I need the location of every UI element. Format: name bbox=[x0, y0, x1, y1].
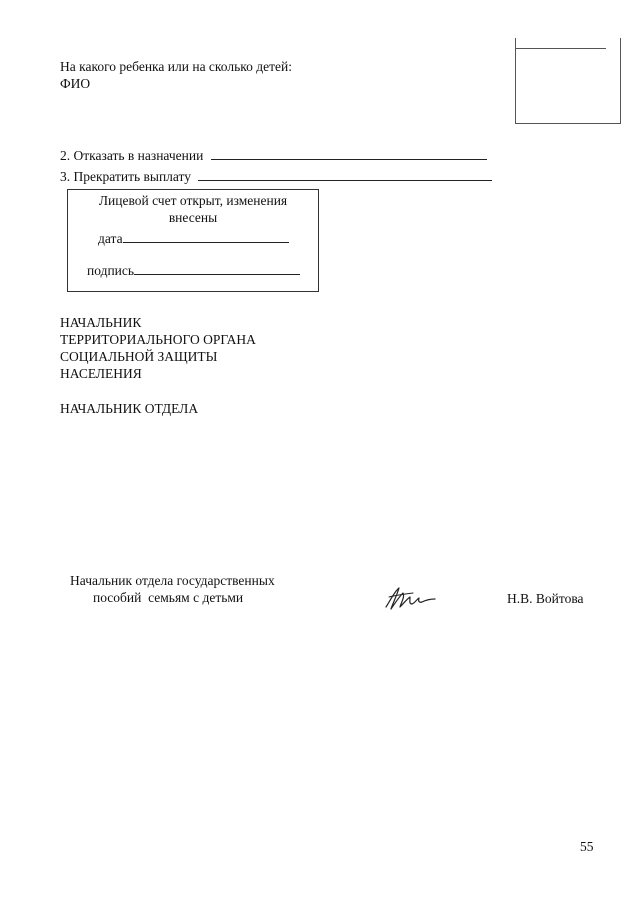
account-stamp-box bbox=[67, 189, 319, 292]
photo-box bbox=[515, 38, 621, 124]
date-field[interactable] bbox=[123, 228, 289, 243]
handwritten-signature bbox=[383, 585, 443, 613]
child-question: На какого ребенка или на сколько детей: bbox=[60, 59, 292, 74]
fio-label: ФИО bbox=[60, 76, 91, 91]
date-row bbox=[98, 228, 289, 247]
box-divider bbox=[516, 48, 606, 49]
refuse-row bbox=[60, 145, 487, 164]
department-head: НАЧАЛЬНИК ОТДЕЛА bbox=[60, 401, 199, 416]
date-label: дата bbox=[98, 231, 123, 246]
head-line-1: НАЧАЛЬНИК bbox=[60, 315, 142, 330]
position-line-1: Начальник отдела государственных bbox=[70, 573, 275, 588]
account-box-title: Лицевой счет открыт, изменения внесены bbox=[98, 193, 288, 225]
head-line-3: СОЦИАЛЬНОЙ ЗАЩИТЫ bbox=[60, 349, 218, 364]
signature-field[interactable] bbox=[134, 260, 300, 275]
signature-label: подпись bbox=[87, 263, 135, 278]
head-line-2: ТЕРРИТОРИАЛЬНОГО ОРГАНА bbox=[60, 332, 256, 347]
head-line-4: НАСЕЛЕНИЯ bbox=[60, 366, 142, 381]
stop-label: 3. Прекратить выплату bbox=[60, 169, 192, 184]
refuse-field[interactable] bbox=[211, 145, 487, 160]
stop-row bbox=[60, 166, 492, 185]
refuse-label: 2. Отказать в назначении bbox=[60, 148, 204, 163]
stop-field[interactable] bbox=[198, 166, 492, 181]
position-line-2: пособий семьям с детьми bbox=[93, 590, 244, 605]
signatory-name: Н.В. Войтова bbox=[507, 591, 584, 606]
page-number: 55 bbox=[580, 839, 594, 854]
signature-row bbox=[87, 260, 300, 279]
